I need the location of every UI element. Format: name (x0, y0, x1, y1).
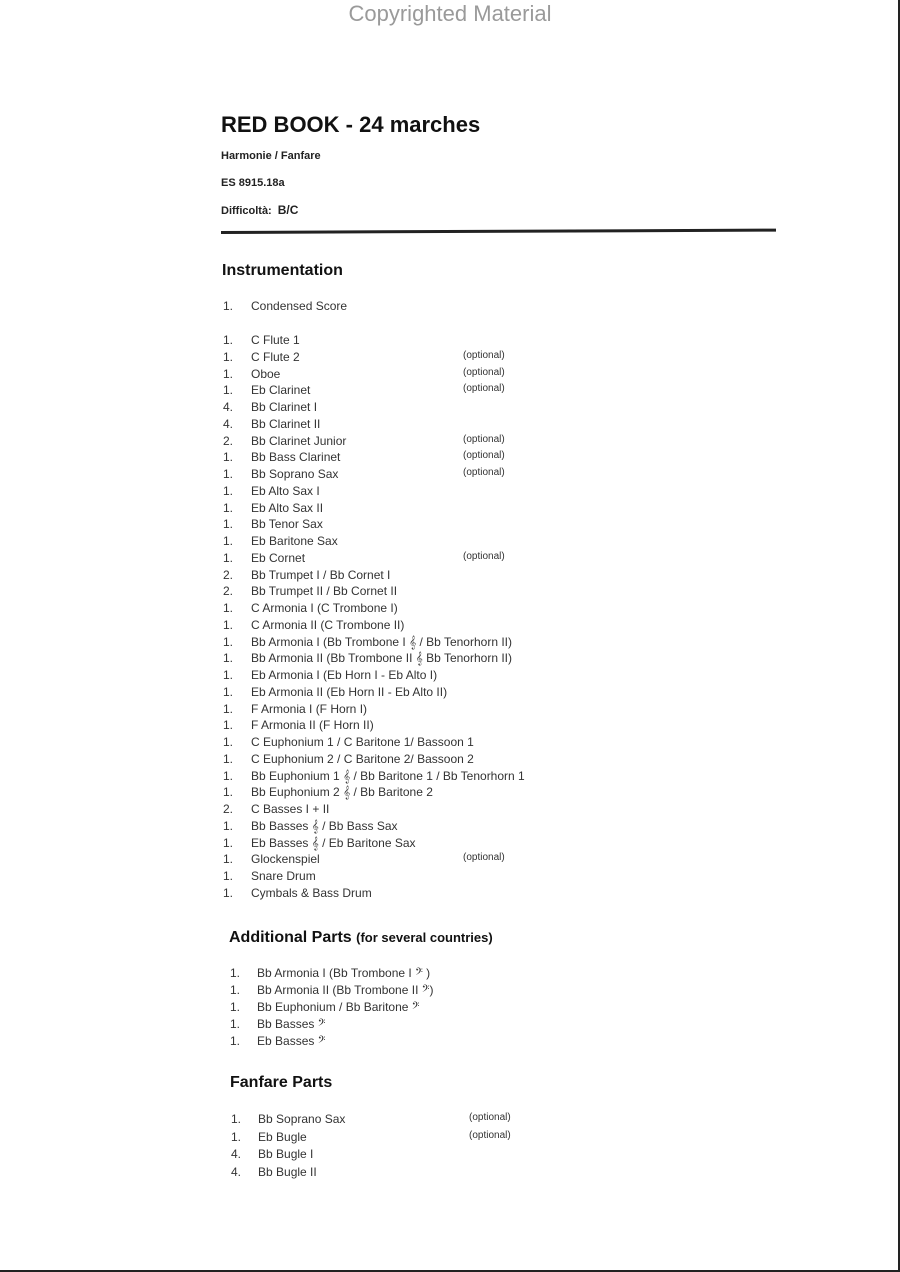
item-quantity: 1. (230, 1000, 241, 1014)
item-name: Bb Soprano Sax (251, 467, 339, 481)
list-item (223, 836, 643, 853)
item-quantity: 1. (223, 751, 234, 766)
item-name: Bb Armonia II (Bb Trombone II 𝄞 Bb Tenorhorn II) (251, 651, 512, 666)
list-item (223, 551, 643, 568)
item-quantity: 1. (223, 500, 234, 515)
item-name: Bb Bass Clarinet (251, 450, 341, 465)
item-quantity: 1. (223, 668, 234, 682)
item-quantity: 1. (223, 366, 234, 381)
item-quantity: 1. (223, 684, 234, 699)
item-name: Eb Cornet (251, 550, 306, 565)
item-quantity: 1. (223, 483, 234, 498)
catalog-code: ES 8915.18a (221, 177, 285, 189)
item-quantity: 1. (223, 517, 234, 532)
item-name: Bb Trumpet I / Bb Cornet I (251, 567, 391, 582)
item-quantity: 4. (223, 400, 234, 414)
copyright-watermark: Copyrighted Material (348, 1, 552, 26)
list-item (223, 367, 643, 384)
item-name: Eb Basses 𝄢 (257, 1034, 326, 1048)
item-quantity: 1. (223, 550, 234, 565)
item-name: C Basses I + II (251, 802, 330, 816)
item-name: Eb Alto Sax I (251, 483, 320, 498)
item-name: Bb Tenor Sax (251, 517, 323, 532)
item-name: Bb Bugle II (258, 1164, 317, 1179)
list-item (223, 886, 643, 903)
list-item (223, 852, 643, 869)
item-optional-note: (optional) (463, 450, 505, 462)
item-quantity: 1. (223, 869, 234, 883)
fanfare-parts-list (231, 1112, 551, 1182)
item-name: C Euphonium 1 / C Baritone 1/ Bassoon 1 (251, 735, 474, 749)
item-quantity: 1. (231, 1129, 242, 1144)
list-item (223, 467, 643, 484)
item-name: Cymbals & Bass Drum (251, 885, 372, 900)
item-quantity: 4. (231, 1147, 242, 1161)
item-quantity: 1. (223, 601, 234, 615)
item-quantity: 1. (230, 1034, 241, 1048)
list-item (231, 1130, 551, 1148)
list-item (223, 869, 643, 886)
item-name: Bb Euphonium / Bb Baritone 𝄢 (257, 1000, 420, 1014)
item-quantity: 1. (230, 966, 241, 980)
list-item (223, 718, 643, 735)
item-name: Bb Euphonium 1 𝄞 / Bb Baritone 1 / Bb Tenorhorn 1 (251, 768, 525, 783)
list-item (223, 534, 643, 551)
item-quantity: 4. (223, 416, 234, 431)
item-name: C Flute 2 (251, 349, 300, 364)
item-quantity: 1. (223, 467, 234, 481)
difficulty (221, 203, 298, 217)
item-quantity: 1. (223, 718, 234, 733)
item-quantity: 1. (223, 634, 234, 649)
item-quantity: 1. (223, 735, 234, 749)
item-optional-note: (optional) (463, 383, 505, 395)
item-name: Bb Bugle I (258, 1147, 314, 1161)
list-item (223, 785, 643, 802)
list-item (231, 1147, 551, 1165)
item-optional-note: (optional) (463, 349, 505, 361)
condensed-score-row (223, 299, 347, 313)
item-quantity: 1. (223, 333, 234, 347)
item-quantity: 1. (223, 450, 234, 465)
list-item (223, 651, 643, 668)
item-name: Bb Euphonium 2 𝄞 / Bb Baritone 2 (251, 785, 433, 800)
item-quantity: 2. (223, 433, 234, 448)
item-quantity: 1. (223, 383, 234, 398)
list-item (223, 819, 643, 836)
item-name: Eb Armonia II (Eb Horn II - Eb Alto II) (251, 684, 448, 699)
item-name: Eb Basses 𝄞 / Eb Baritone Sax (251, 835, 416, 850)
header-divider (221, 229, 776, 234)
list-item (223, 802, 643, 819)
item-quantity: 1. (230, 1017, 241, 1031)
item-name: C Flute 1 (251, 333, 300, 347)
item-optional-note: (optional) (463, 550, 505, 562)
item-name: C Armonia II (C Trombone II) (251, 617, 405, 632)
item-optional-note: (optional) (469, 1112, 511, 1123)
list-item (223, 383, 643, 400)
item-name: F Armonia I (F Horn I) (251, 701, 368, 716)
list-item (231, 1165, 551, 1183)
item-name: Bb Clarinet I (251, 400, 318, 414)
item-name: Bb Clarinet Junior (251, 433, 347, 448)
item-quantity: 1. (223, 534, 234, 548)
item-name: Eb Clarinet (251, 383, 311, 398)
item-name: Bb Armonia I (Bb Trombone I 𝄢 ) (257, 966, 431, 980)
item-name: Bb Clarinet II (251, 416, 321, 431)
item-quantity: 1. (223, 617, 234, 632)
fanfare-parts-heading: Fanfare Parts (230, 1074, 333, 1091)
list-item (230, 983, 530, 1000)
list-item (223, 668, 643, 685)
list-item (231, 1112, 551, 1130)
ensemble-type: Harmonie / Fanfare (221, 150, 321, 162)
list-item (223, 400, 643, 417)
list-item (223, 584, 643, 601)
list-item (223, 434, 643, 451)
item-quantity: 1. (223, 852, 234, 867)
additional-heading-text: Additional Parts (229, 929, 352, 946)
item-optional-note: (optional) (469, 1129, 511, 1141)
list-item (223, 685, 643, 702)
list-item (223, 568, 643, 585)
item-quantity: 1. (230, 983, 241, 997)
item-quantity: 1. (223, 835, 234, 850)
instrumentation-heading: Instrumentation (222, 262, 343, 279)
list-item (223, 735, 643, 752)
additional-subheading: (for several countries) (356, 930, 493, 945)
list-item (223, 702, 643, 719)
list-item (223, 350, 643, 367)
item-name: C Euphonium 2 / C Baritone 2/ Bassoon 2 (251, 751, 474, 766)
item-name: Eb Armonia I (Eb Horn I - Eb Alto I) (251, 668, 438, 682)
list-item (230, 1000, 530, 1017)
item-name: Snare Drum (251, 869, 316, 883)
list-item (223, 752, 643, 769)
list-item (223, 484, 643, 501)
item-name: Oboe (251, 366, 281, 381)
item-name: Bb Basses 𝄞 / Bb Bass Sax (251, 818, 398, 833)
item-name: Eb Alto Sax II (251, 500, 324, 515)
item-name: F Armonia II (F Horn II) (251, 718, 374, 733)
item-name: Glockenspiel (251, 852, 320, 867)
item-quantity: 2. (223, 802, 234, 816)
item-optional-note: (optional) (463, 433, 505, 445)
item-quantity: 1. (223, 651, 234, 666)
list-item (223, 618, 643, 635)
score-name: Condensed Score (251, 299, 348, 313)
item-name: Bb Soprano Sax (258, 1112, 346, 1126)
additional-parts-list (230, 966, 530, 1051)
item-quantity: 1. (231, 1112, 242, 1126)
list-item (223, 635, 643, 652)
document-title: RED BOOK - 24 marches (221, 112, 481, 137)
item-name: Bb Armonia II (Bb Trombone II 𝄢) (257, 983, 434, 997)
item-quantity: 1. (223, 701, 234, 716)
additional-parts-heading (229, 929, 493, 947)
item-quantity: 1. (223, 785, 234, 800)
list-item (223, 517, 643, 534)
item-name: Bb Trumpet II / Bb Cornet II (251, 584, 398, 599)
item-name: Bb Basses 𝄢 (257, 1017, 326, 1031)
list-item (223, 769, 643, 786)
item-name: Eb Baritone Sax (251, 534, 338, 548)
item-name: Eb Bugle (258, 1129, 307, 1144)
list-item (223, 450, 643, 467)
item-optional-note: (optional) (463, 852, 505, 864)
difficulty-value: B/C (277, 203, 299, 217)
item-quantity: 1. (223, 349, 234, 364)
list-item (223, 333, 643, 350)
list-item (223, 501, 643, 518)
item-optional-note: (optional) (463, 467, 505, 478)
item-name: C Armonia I (C Trombone I) (251, 601, 398, 615)
item-quantity: 1. (223, 768, 234, 783)
list-item (230, 1034, 530, 1051)
item-optional-note: (optional) (463, 366, 505, 378)
list-item (223, 417, 643, 434)
item-quantity: 1. (223, 885, 234, 900)
item-quantity: 4. (231, 1164, 242, 1179)
item-quantity: 1. (223, 818, 234, 833)
list-item (223, 601, 643, 618)
difficulty-label: Difficoltà: (221, 205, 272, 217)
item-quantity: 2. (223, 584, 234, 599)
list-item (230, 966, 530, 983)
instrumentation-list (223, 333, 643, 903)
score-qty: 1. (223, 299, 234, 313)
item-name: Bb Armonia I (Bb Trombone I 𝄞 / Bb Tenorhorn II) (251, 634, 512, 649)
item-quantity: 2. (223, 567, 234, 582)
list-item (230, 1017, 530, 1034)
